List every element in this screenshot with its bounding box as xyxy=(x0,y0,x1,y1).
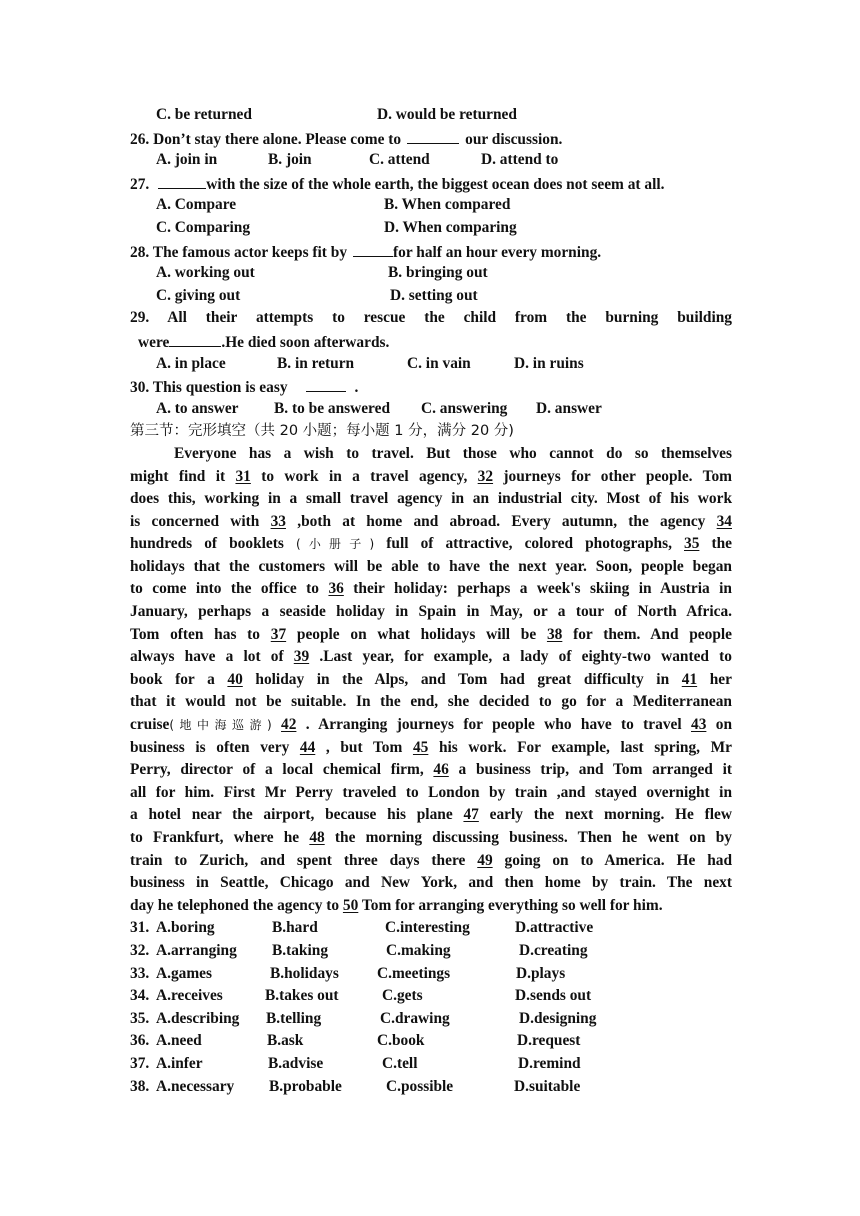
blank-39: 39 xyxy=(293,648,310,666)
passage-line: January, perhaps a seaside holiday in Spain in May, or a tour of North Africa. xyxy=(130,603,732,621)
exam-page xyxy=(130,104,732,1098)
option-b: B.taking xyxy=(272,941,329,959)
options-row: 36. A.need B.ask C.book D.request xyxy=(130,1030,732,1053)
option-b: B.hard xyxy=(272,919,318,937)
option-b: B.advise xyxy=(268,1054,324,1072)
option-d: D.plays xyxy=(516,964,566,982)
options-row: 32. A.arranging B.taking C.making D.creating xyxy=(130,940,732,963)
blank-35: 35 xyxy=(684,535,700,553)
q30-blank xyxy=(306,375,346,392)
booklet-gloss: (小册子) xyxy=(295,537,375,552)
q29-option-d: D. in ruins xyxy=(514,354,584,372)
q26-blank xyxy=(407,127,459,144)
option-a: A.receives xyxy=(156,987,223,1005)
q27-option-c: C. Comparing xyxy=(156,218,251,236)
q28-option-a: A. working out xyxy=(156,264,255,282)
q29-blank xyxy=(169,330,221,347)
option-a: A.describing xyxy=(156,1009,240,1027)
q30-option-b: B. to be answered xyxy=(274,399,391,417)
q28-blank xyxy=(353,240,393,257)
passage-line: train to Zurich, and spent three days there 49 going on to America. He had xyxy=(130,851,733,869)
passage-line: Everyone has a wish to travel. But those who cannot do so themselves xyxy=(174,444,732,462)
q29-option-c: C. in vain xyxy=(407,354,471,372)
q27-option-d: D. When comparing xyxy=(384,218,517,236)
passage-line: book for a 40 holiday in the Alps, and Tom had great difficulty in 41 her xyxy=(130,670,732,688)
option-c: C.making xyxy=(386,941,451,959)
option-c: C.interesting xyxy=(385,919,470,937)
q27-options-ab xyxy=(130,194,732,217)
q26-stem xyxy=(130,127,732,150)
passage-line: to come into the office to 36 their holiday: perhaps a week's skiing in Austria in xyxy=(130,580,732,598)
q28-options-ab xyxy=(130,262,732,285)
blank-31: 31 xyxy=(235,467,251,485)
q28-stem-end: for half an hour every morning. xyxy=(393,243,602,261)
blank-32: 32 xyxy=(477,467,494,485)
option-c: C.drawing xyxy=(380,1009,450,1027)
option-d: D.attractive xyxy=(515,919,594,937)
q29-stem: 29. All their attempts to rescue the child from the burning building xyxy=(130,309,732,327)
q30-stem xyxy=(130,375,732,398)
option-a: A.need xyxy=(156,1032,202,1050)
options-row: 35. A.describing B.telling C.drawing D.designing xyxy=(130,1008,732,1031)
option-b: B.probable xyxy=(269,1077,342,1095)
q25-options-cd xyxy=(130,104,732,127)
options-row: 37. A.infer B.advise C.tell D.remind xyxy=(130,1053,732,1076)
option-d: D.request xyxy=(517,1032,581,1050)
q27-stem-text: with the size of the whole earth, the biggest ocean does not seem at all. xyxy=(206,175,665,193)
blank-44: 44 xyxy=(299,738,316,756)
blank-46: 46 xyxy=(433,761,449,779)
option-a: A.games xyxy=(156,964,212,982)
blank-48: 48 xyxy=(309,829,325,846)
q28-options-cd xyxy=(130,285,732,308)
q27-option-a: A. Compare xyxy=(156,196,237,214)
q28-stem-text: 28. The famous actor keeps fit by xyxy=(130,243,348,261)
q26-options xyxy=(130,149,732,172)
cloze-options xyxy=(130,917,732,1098)
blank-47: 47 xyxy=(463,806,479,824)
q27-blank xyxy=(158,172,206,189)
q29-option-b: B. in return xyxy=(277,354,355,372)
cruise-gloss: (地中海巡游) xyxy=(169,718,272,733)
options-row: 33. A.games B.holidays C.meetings D.plays xyxy=(130,963,732,986)
passage-line: that it would not be suitable. In the end, she decided to go for a Mediterranean xyxy=(130,693,732,711)
q26-stem-text: 26. Don’t stay there alone. Please come to xyxy=(130,130,402,148)
option-b: B.telling xyxy=(266,1009,322,1027)
passage-line: does this, working in a small travel agency in an industrial city. Most of his work xyxy=(130,490,732,508)
option-c: C.tell xyxy=(382,1054,418,1072)
q29-stem-end: .He died soon afterwards. xyxy=(221,333,390,351)
blank-43: 43 xyxy=(691,716,707,734)
option-a: A.arranging xyxy=(156,941,237,959)
q29-stem-cont xyxy=(130,330,732,353)
blank-33: 33 xyxy=(270,512,286,530)
option-a: A.boring xyxy=(156,919,215,937)
q29-option-a: A. in place xyxy=(156,354,226,372)
q27-number: 27. xyxy=(130,175,150,193)
option-b: B.ask xyxy=(267,1032,304,1050)
option-c: C.book xyxy=(377,1032,425,1050)
q30-stem-text: 30. This question is easy xyxy=(130,379,288,397)
blank-42: 42 xyxy=(281,716,297,734)
blank-45: 45 xyxy=(412,738,429,756)
q30-options xyxy=(130,398,732,421)
passage-line: might find it 31 to work in a travel agency, 32 journeys for other people. Tom xyxy=(130,467,732,485)
option-b: B.holidays xyxy=(270,964,339,982)
blank-49: 49 xyxy=(477,851,493,869)
blank-38: 38 xyxy=(546,625,563,643)
option-d: D.designing xyxy=(519,1009,597,1027)
passage-line: a hotel near the airport, because his plane 47 early the next morning. He flew xyxy=(130,806,732,824)
passage-line: business is often very 44 , but Tom 45 his work. For example, last spring, Mr xyxy=(130,738,732,756)
option-a: A.infer xyxy=(156,1054,203,1072)
option-c: C.gets xyxy=(382,987,423,1005)
passage-line: hundreds of booklets (小册子) full of attractive, colored photographs, 35 the xyxy=(130,535,732,553)
q26-option-b: B. join xyxy=(268,151,312,169)
q25-option-c: C. be returned xyxy=(156,106,252,123)
q29-options xyxy=(130,353,732,376)
q30-option-a: A. to answer xyxy=(156,399,239,417)
q30-option-d: D. answer xyxy=(536,399,602,417)
q26-option-c: C. attend xyxy=(369,151,430,169)
option-d: D.remind xyxy=(518,1054,581,1072)
q28-stem xyxy=(130,240,732,263)
passage-line: business in Seattle, Chicago and New York, and then home by train. The next xyxy=(130,874,732,892)
option-c: C.meetings xyxy=(377,964,451,982)
option-d: D.creating xyxy=(519,941,588,959)
passage-line: always have a lot of 39 .Last year, for example, a lady of eighty-two wanted to xyxy=(130,648,732,666)
q27-stem xyxy=(130,172,732,195)
options-row: 31. A.boring B.hard C.interesting D.attractive xyxy=(130,917,732,940)
passage-line: Tom often has to 37 people on what holidays will be 38 for them. And people xyxy=(130,625,732,643)
passage-line: holidays that the customers will be able to have the next year. Soon, people began xyxy=(130,557,732,575)
passage-line: to Frankfurt, where he 48 the morning discussing business. Then he went on by xyxy=(130,829,732,846)
passage-line: cruise(地中海巡游) 42 . Arranging journeys for people who have to travel 43 on xyxy=(130,716,733,734)
option-b: B.takes out xyxy=(265,987,339,1005)
blank-40: 40 xyxy=(227,670,243,688)
q30-stem-end: . xyxy=(354,379,359,397)
passage-line: day he telephoned the agency to 50 Tom for arranging everything so well for him. xyxy=(130,896,663,914)
options-row: 34. A.receives B.takes out C.gets D.sends out xyxy=(130,985,732,1008)
q27-options-cd xyxy=(130,217,732,240)
passage-line: all for him. First Mr Perry traveled to London by train ,and stayed overnight in xyxy=(130,783,732,801)
option-d: D.suitable xyxy=(514,1077,581,1095)
section-title: 第三节：完形填空（共 20 小题；每小题 1 分，满分 20 分) xyxy=(130,423,514,440)
q29-stem-were: were xyxy=(138,333,170,351)
option-c: C.possible xyxy=(386,1077,454,1095)
option-d: D.sends out xyxy=(515,987,592,1005)
blank-37: 37 xyxy=(270,625,287,643)
q28-option-b: B. bringing out xyxy=(388,264,488,282)
blank-34: 34 xyxy=(716,512,732,530)
q26-option-a: A. join in xyxy=(156,151,218,169)
q25-option-d: D. would be returned xyxy=(377,106,517,123)
option-a: A.necessary xyxy=(156,1077,235,1095)
q26-stem-end: our discussion. xyxy=(465,130,563,148)
passage-line: is concerned with 33 ,both at home and abroad. Every autumn, the agency 34 xyxy=(130,512,732,530)
q30-option-c: C. answering xyxy=(421,399,508,417)
passage-line: Perry, director of a local chemical firm, 46 a business trip, and Tom arranged it xyxy=(130,761,732,779)
blank-36: 36 xyxy=(328,580,344,598)
cloze-passage xyxy=(130,443,732,917)
q26-option-d: D. attend to xyxy=(481,151,559,169)
q28-option-c: C. giving out xyxy=(156,286,241,304)
q27-option-b: B. When compared xyxy=(384,196,511,214)
q28-option-d: D. setting out xyxy=(390,286,478,304)
blank-50: 50 xyxy=(342,896,359,914)
options-row: 38. A.necessary B.probable C.possible D.suitable xyxy=(130,1076,732,1099)
blank-41: 41 xyxy=(681,670,698,688)
